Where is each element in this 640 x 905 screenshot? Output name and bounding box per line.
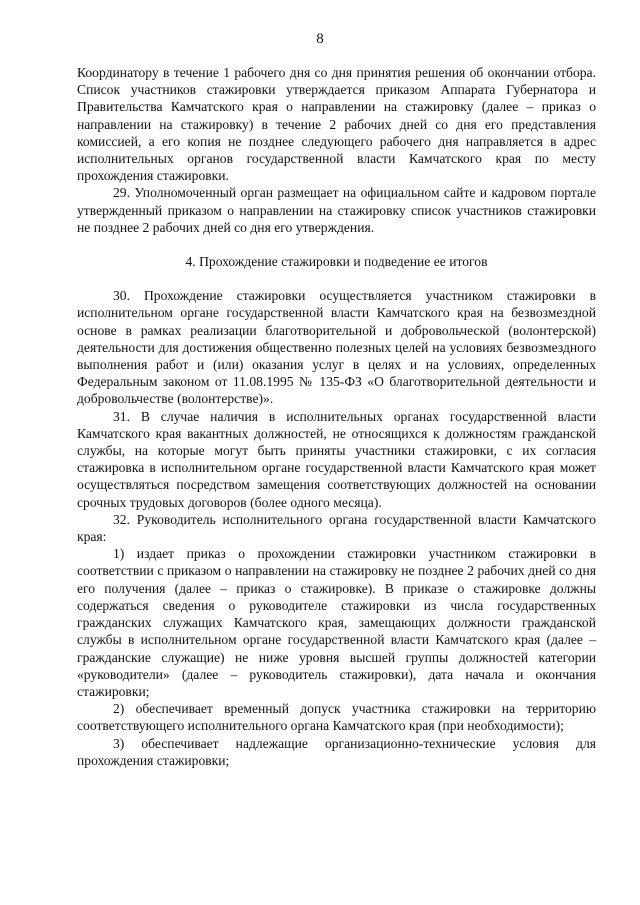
paragraph-32: 32. Руководитель исполнительного органа государственной власти Камчатского края: xyxy=(77,511,596,545)
paragraph-30: 30. Прохождение стажировки осуществляется участником стажировки в исполнительном органе государственной власти Камчатского края на безвозмездной основе в рамках реализации благотворительной и добровольческой (волонтерской) деятельности для достижения общественно полезных целей на условиях безвозмездного выполнения работ и (или) оказания услуг в целях и на условиях, определенных Федеральным законом от 11.08.1995 № 135-ФЗ «О благотворительной деятельности и добровольчестве (волонтерстве)». xyxy=(77,288,596,407)
paragraph-32-item-1: 1) издает приказ о прохождении стажировки участником стажировки в соответствии с приказом о направлении на стажировку не позднее 2 рабочих дней со дня его получения (далее – приказ о стажировке). В приказе о стажировке должны содержаться сведения о руководителе стажировки из числа государственных гражданских служащих Камчатского края, замещающих должности гражданской службы в исполнительном органе государственной власти Камчатского края (далее – гражданские служащие) не ниже уровня высшей группы должностей категории «руководители» (далее – руководитель стажировки), дата начала и окончания стажировки; xyxy=(77,546,596,699)
paragraph-continuation: Координатору в течение 1 рабочего дня со дня принятия решения об окончании отбора. Список участников стажировки утверждается приказом Аппарата Губернатора и Правительства Камчатского края о направлении на стажировку (далее – приказ о направлении на стажировку) в течение 2 рабочих дней со дня его представления комиссией, а его копия не позднее следующего рабочего дня направляется в адрес исполнительных органов государственной власти Камчатского края по месту прохождения стажировки. xyxy=(77,65,596,184)
section-heading: 4. Прохождение стажировки и подведение ее итогов xyxy=(185,254,488,270)
paragraph-29: 29. Уполномоченный орган размещает на официальном сайте и кадровом портале утвержденный приказом о направлении на стажировку список участников стажировки не позднее 2 рабочих дней со дня его утверждения. xyxy=(77,185,596,235)
paragraph-31: 31. В случае наличия в исполнительных органах государственной власти Камчатского края вакантных должностей, не относящихся к должностям гражданской службы, на которые могут быть приняты участники стажировки, с их согласия стажировка в исполнительном органе государственной власти Камчатского края может осуществляться посредством замещения соответствующих должностей на основании срочных трудовых договоров (более одного месяца). xyxy=(77,408,596,510)
document-body xyxy=(77,64,596,769)
paragraph-32-item-3: 3) обеспечивает надлежащие организационно-технические условия для прохождения стажировки; xyxy=(77,735,596,768)
paragraph-32-item-2: 2) обеспечивает временный допуск участника стажировки на территорию соответствующего исполнительного органа Камчатского края (при необходимости); xyxy=(77,701,596,734)
page-number: 8 xyxy=(316,31,324,47)
